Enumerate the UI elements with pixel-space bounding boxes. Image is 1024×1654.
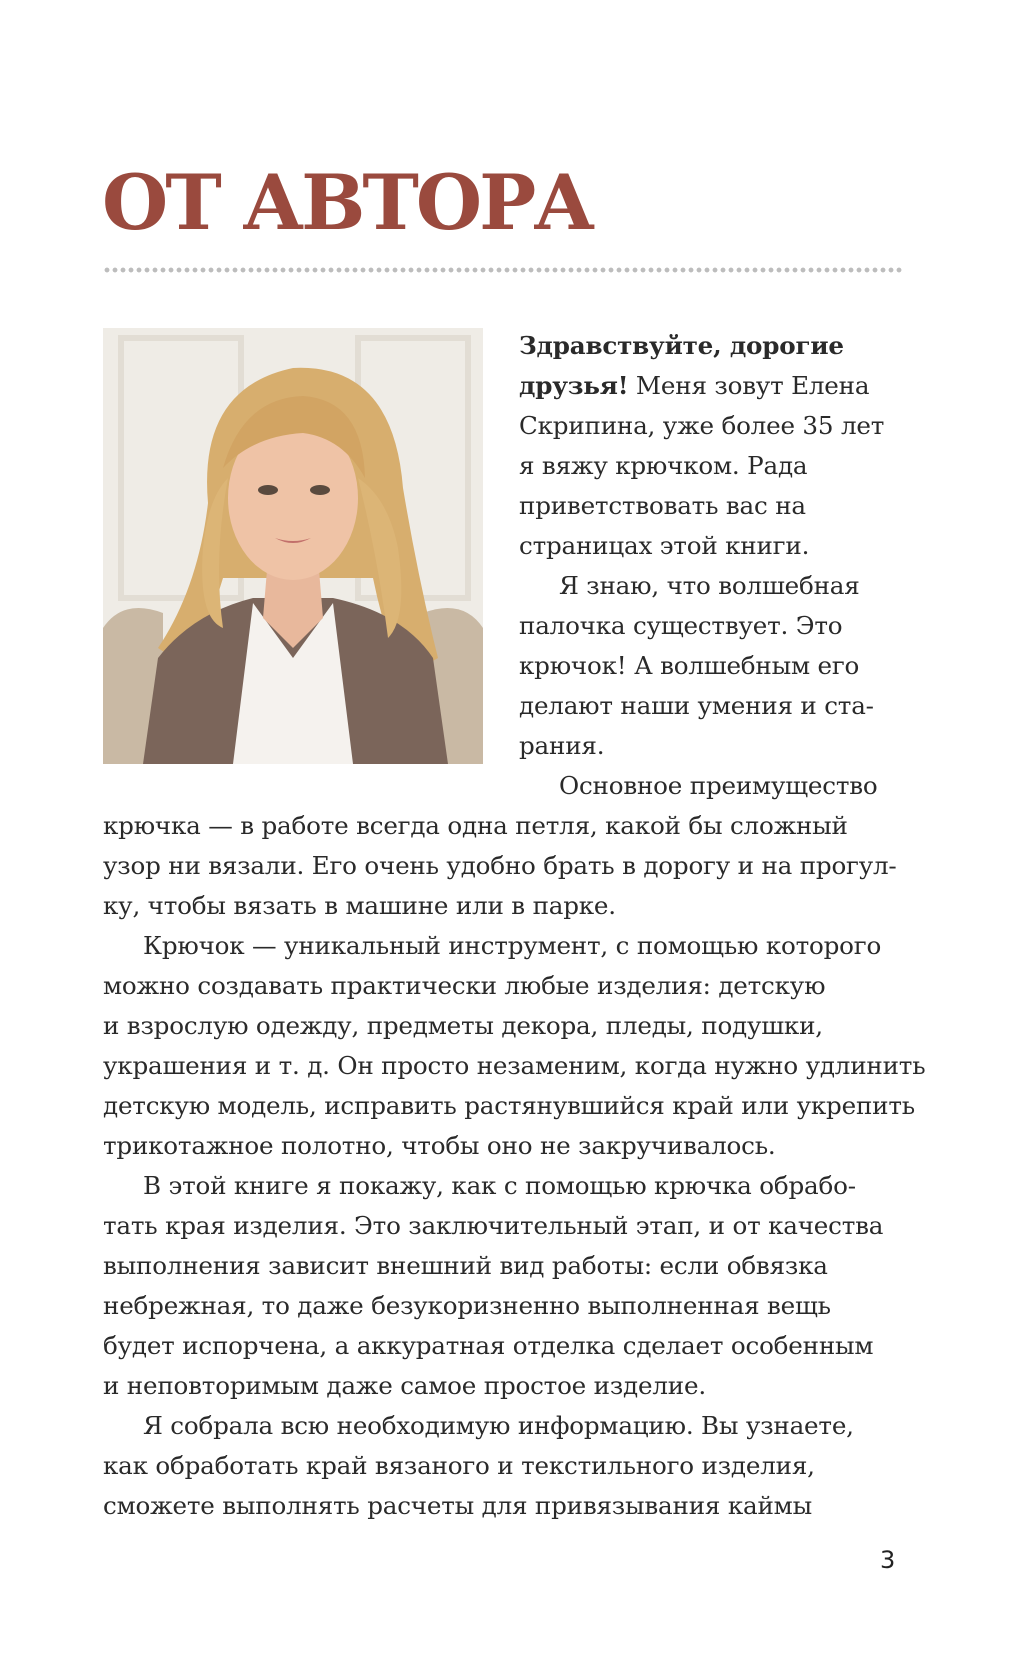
dotted-divider [103,267,903,273]
text-line: узор ни вязали. Его очень удобно брать в дорогу и на прогул- [103,851,897,880]
text-line: В этой книге я покажу, как с помощью крючка обрабо- [143,1171,856,1200]
text-line: крючок! А волшебным его [519,651,860,680]
text-line: и взрослую одежду, предметы декора, пледы, подушки, [103,1011,823,1040]
text-line: Я знаю, что волшебная [559,571,860,600]
text-line: Я собрала всю необходимую информацию. Вы узнаете, [143,1411,854,1440]
page-title: ОТ АВТОРА [102,158,593,247]
text-line: будет испорчена, а аккуратная отделка сделает особенным [103,1331,874,1360]
text-line: друзья! Меня зовут Елена [519,371,870,400]
text-line: можно создавать практически любые изделия: детскую [103,971,826,1000]
text-line: ку, чтобы вязать в машине или в парке. [103,891,616,920]
text-line: как обработать край вязаного и текстильного изделия, [103,1451,815,1480]
text-line: трикотажное полотно, чтобы оно не закручивалось. [103,1131,776,1160]
body-text [103,326,926,1526]
text-line: небрежная, то даже безукоризненно выполненная вещь [103,1291,831,1320]
text-line: я вяжу крючком. Рада [519,451,808,480]
page-number: 3 [880,1546,896,1574]
text-line: сможете выполнять расчеты для привязывания каймы [103,1491,812,1520]
text-line: Скрипина, уже более 35 лет [519,411,885,440]
text-line: страницах этой книги. [519,531,810,560]
text-line: тать края изделия. Это заключительный этап, и от качества [103,1211,884,1240]
text-line: палочка существует. Это [519,611,843,640]
text-line: делают наши умения и ста- [519,691,874,720]
text-line: рания. [519,731,605,760]
text-line: Здравствуйте, дорогие [519,331,844,360]
text-line: Крючок — уникальный инструмент, с помощью которого [143,931,882,960]
text-line: детскую модель, исправить растянувшийся край или укрепить [103,1091,915,1120]
text-line: выполнения зависит внешний вид работы: если обвязка [103,1251,828,1280]
text-line: и неповторимым даже самое простое изделие. [103,1371,706,1400]
text-line: крючка — в работе всегда одна петля, какой бы сложный [103,811,848,840]
text-line: Основное преимущество [559,771,878,800]
text-line: украшения и т. д. Он просто незаменим, когда нужно удлинить [103,1051,926,1080]
text-line: приветствовать вас на [519,491,806,520]
